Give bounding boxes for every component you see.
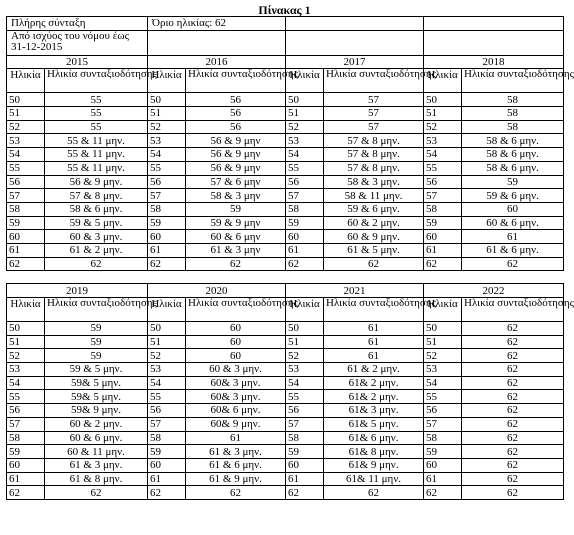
table-row [7,322,564,336]
pension-age-cell: 60 & 6 μην. [462,216,564,230]
pension-age-cell: 57 & 8 μην. [324,161,424,175]
table-row [7,243,564,257]
empty-cell [424,17,564,31]
age-cell: 56 [7,404,45,418]
age-cell: 53 [286,363,324,377]
age-cell: 62 [424,257,462,271]
pension-age-cell: 61& 6 μην. [324,431,424,445]
age-cell: 61 [286,243,324,257]
table-row [7,390,564,404]
age-cell: 58 [7,202,45,216]
pension-age-cell: 59 & 5 μην. [45,363,148,377]
pension-age-cell: 62 [45,486,148,500]
pension-age-cell: 61 & 5 μην. [324,243,424,257]
age-cell: 61 [7,472,45,486]
spacer-cell [7,271,564,284]
pension-age-cell: 60& 3 μην. [186,390,286,404]
age-cell: 60 [424,458,462,472]
pension-age-cell: 55 [45,120,148,134]
pension-age-cell: 61 & 2 μην. [45,243,148,257]
pension-age-cell: 59 [45,349,148,363]
pension-age-cell: 61& 2 μην. [324,390,424,404]
table-row [7,349,564,363]
empty-cell [286,30,424,55]
pension-age-cell: 62 [462,431,564,445]
pension-age-cell: 57 & 8 μην. [324,134,424,148]
age-cell: 51 [148,335,186,349]
pension-age-cell: 62 [462,472,564,486]
age-cell: 53 [286,134,324,148]
pension-age-cell: 62 [324,257,424,271]
age-cell: 52 [286,349,324,363]
pension-age-cell: 55 & 11 μην. [45,161,148,175]
age-cell: 60 [424,230,462,244]
age-cell: 52 [7,349,45,363]
age-cell: 58 [148,202,186,216]
year-header: 2019 [7,284,148,298]
pension-age-cell: 58 [462,120,564,134]
year-header: 2015 [7,55,148,69]
pension-age-cell: 55 & 11 μην. [45,134,148,148]
pension-age-cell: 62 [45,257,148,271]
pension-age-cell: 62 [462,376,564,390]
table-row [7,431,564,445]
age-cell: 53 [424,363,462,377]
empty-cell [148,30,286,55]
pension-age-cell: 60 [186,349,286,363]
age-cell: 54 [7,148,45,162]
age-cell: 58 [286,202,324,216]
pension-age-cell: 60 & 3 μην. [186,363,286,377]
age-cell: 52 [7,120,45,134]
age-cell: 56 [424,175,462,189]
year-header: 2022 [424,284,564,298]
age-cell: 50 [148,93,186,107]
age-cell: 54 [148,376,186,390]
age-cell: 55 [286,161,324,175]
age-cell: 50 [148,322,186,336]
law-in-force-label: Από ισχύος του νόμου έως 31-12-2015 [7,30,148,55]
pension-age-cell: 60 [186,322,286,336]
age-cell: 51 [7,107,45,121]
age-cell: 62 [424,486,462,500]
pension-age-cell: 59 [45,335,148,349]
table-row [7,120,564,134]
year-header-row [7,284,564,298]
year-header: 2016 [148,55,286,69]
age-cell: 52 [148,120,186,134]
age-cell: 57 [424,417,462,431]
age-cell: 53 [424,134,462,148]
pension-age-cell: 60 & 2 μην. [45,417,148,431]
age-cell: 61 [286,472,324,486]
year-header-row [7,55,564,69]
table-row [7,417,564,431]
pension-age-cell: 59& 9 μην. [45,404,148,418]
pension-age-cell: 59 [462,175,564,189]
pension-age-cell: 56 & 9 μην [186,161,286,175]
age-cell: 57 [148,417,186,431]
age-column-header: Ηλικία [148,298,186,322]
pension-age-cell: 61 & 9 μην. [186,472,286,486]
pension-age-cell: 58 [462,107,564,121]
age-cell: 50 [286,93,324,107]
pension-age-cell: 60 [186,335,286,349]
table-row [7,404,564,418]
age-cell: 55 [7,161,45,175]
pension-age-column-header: Ηλικία συνταξιοδότησης [324,298,424,322]
age-cell: 57 [7,189,45,203]
age-cell: 60 [148,230,186,244]
pension-age-cell: 57 [324,120,424,134]
pension-age-cell: 60& 9 μην. [186,417,286,431]
pension-age-cell: 56 & 9 μην. [45,175,148,189]
pension-age-cell: 57 & 8 μην. [45,189,148,203]
retirement-age-table [6,16,574,500]
pension-age-cell: 62 [462,404,564,418]
pension-age-cell: 62 [462,322,564,336]
age-cell: 59 [148,445,186,459]
pension-age-cell: 56 [186,93,286,107]
table-row [7,230,564,244]
age-cell: 51 [424,335,462,349]
age-cell: 51 [7,335,45,349]
age-cell: 55 [148,161,186,175]
pension-age-cell: 62 [324,486,424,500]
pension-age-cell: 62 [462,335,564,349]
table-row [7,189,564,203]
pension-age-cell: 61 & 2 μην. [324,363,424,377]
age-cell: 61 [148,243,186,257]
pension-age-cell: 62 [186,486,286,500]
age-cell: 62 [286,486,324,500]
age-cell: 55 [7,390,45,404]
pension-age-cell: 61 & 8 μην. [45,472,148,486]
spacer-row [7,271,564,284]
age-cell: 53 [148,363,186,377]
age-cell: 60 [7,230,45,244]
age-cell: 54 [148,148,186,162]
age-cell: 58 [148,431,186,445]
age-cell: 55 [424,161,462,175]
pension-age-cell: 58 & 6 μην. [45,202,148,216]
age-cell: 59 [7,216,45,230]
age-cell: 54 [286,376,324,390]
age-cell: 50 [286,322,324,336]
pension-age-cell: 61 [324,322,424,336]
age-cell: 50 [424,93,462,107]
table-row [7,107,564,121]
pension-age-cell: 57 & 8 μην. [324,148,424,162]
pension-age-cell: 61& 9 μην. [324,458,424,472]
pension-age-cell: 60 [462,202,564,216]
empty-cell [424,30,564,55]
age-cell: 58 [424,431,462,445]
pension-age-cell: 60 & 9 μην. [324,230,424,244]
full-pension-label: Πλήρης σύνταξη [7,17,148,31]
table-row [7,257,564,271]
table-row [7,175,564,189]
pension-age-cell: 58 & 3 μην. [324,175,424,189]
table-row [7,148,564,162]
pension-age-cell: 61 & 3 μην [186,243,286,257]
pension-age-cell: 55 [45,107,148,121]
pension-age-cell: 61& 3 μην. [324,404,424,418]
age-cell: 57 [286,189,324,203]
age-cell: 56 [7,175,45,189]
pension-age-cell: 61& 2 μην. [324,376,424,390]
pension-age-cell: 59 [45,322,148,336]
age-cell: 61 [7,243,45,257]
pension-age-cell: 60 & 6 μην. [45,431,148,445]
age-cell: 59 [286,445,324,459]
age-cell: 61 [424,243,462,257]
age-cell: 57 [424,189,462,203]
age-cell: 60 [7,458,45,472]
age-cell: 51 [424,107,462,121]
table-row [7,202,564,216]
column-header-row [7,298,564,322]
age-cell: 62 [7,257,45,271]
info-row [7,30,564,55]
age-cell: 59 [424,216,462,230]
table-row [7,445,564,459]
pension-age-cell: 61 & 6 μην. [462,243,564,257]
pension-age-cell: 61 [462,230,564,244]
pension-age-cell: 60& 6 μην. [186,404,286,418]
age-cell: 59 [286,216,324,230]
age-cell: 59 [424,445,462,459]
pension-age-cell: 58 & 6 μην. [462,161,564,175]
pension-age-column-header: Ηλικία συνταξιοδότησης [45,298,148,322]
pension-age-cell: 55 & 11 μην. [45,148,148,162]
age-cell: 56 [286,404,324,418]
pension-age-cell: 56 [186,120,286,134]
table-row [7,216,564,230]
pension-age-cell: 62 [462,257,564,271]
pension-age-cell: 56 [186,107,286,121]
pension-age-cell: 61& 11 μην. [324,472,424,486]
age-cell: 60 [148,458,186,472]
age-cell: 51 [148,107,186,121]
age-cell: 54 [7,376,45,390]
table-row [7,472,564,486]
pension-age-cell: 56 & 9 μην [186,148,286,162]
age-limit-label: Όριο ηλικίας: 62 [148,17,286,31]
age-cell: 53 [148,134,186,148]
pension-age-cell: 59 & 9 μην [186,216,286,230]
table-title: Πίνακας 1 [258,3,311,17]
table-row [7,93,564,107]
table-row [7,486,564,500]
pension-age-column-header: Ηλικία συνταξιοδότησης [462,298,564,322]
info-row [7,17,564,31]
table-row [7,335,564,349]
age-cell: 55 [286,390,324,404]
pension-age-cell: 55 [45,93,148,107]
pension-age-cell: 56 & 9 μην [186,134,286,148]
pension-age-cell: 61 [324,335,424,349]
pension-age-cell: 62 [462,390,564,404]
column-header-row [7,69,564,93]
age-cell: 54 [424,376,462,390]
age-column-header: Ηλικία [424,298,462,322]
pension-age-cell: 61 & 6 μην. [186,458,286,472]
pension-age-cell: 62 [462,445,564,459]
pension-age-cell: 60 & 2 μην. [324,216,424,230]
pension-age-cell: 62 [462,458,564,472]
age-cell: 52 [148,349,186,363]
age-cell: 50 [7,322,45,336]
age-cell: 57 [286,417,324,431]
pension-age-cell: 62 [462,349,564,363]
pension-age-cell: 59 & 6 μην. [462,189,564,203]
age-cell: 50 [7,93,45,107]
pension-age-cell: 60& 3 μην. [186,376,286,390]
age-column-header: Ηλικία [286,69,324,93]
age-cell: 53 [7,363,45,377]
age-cell: 62 [148,486,186,500]
age-cell: 52 [424,120,462,134]
age-cell: 52 [424,349,462,363]
pension-age-cell: 62 [462,417,564,431]
pension-age-cell: 57 [324,107,424,121]
empty-cell [286,17,424,31]
age-cell: 56 [424,404,462,418]
pension-age-cell: 61& 5 μην. [324,417,424,431]
year-header: 2017 [286,55,424,69]
pension-age-cell: 61 [186,431,286,445]
age-cell: 61 [424,472,462,486]
pension-age-column-header: Ηλικία συνταξιοδότησης [462,69,564,93]
pension-age-cell: 61 [324,349,424,363]
age-cell: 56 [148,404,186,418]
pension-age-cell: 61& 8 μην. [324,445,424,459]
age-cell: 54 [286,148,324,162]
age-cell: 55 [424,390,462,404]
table-row [7,458,564,472]
pension-age-cell: 59 & 6 μην. [324,202,424,216]
pension-age-cell: 60 & 6 μην [186,230,286,244]
age-column-header: Ηλικία [7,298,45,322]
age-cell: 51 [286,335,324,349]
table-row [7,134,564,148]
age-cell: 62 [7,486,45,500]
age-cell: 57 [148,189,186,203]
age-cell: 53 [7,134,45,148]
age-cell: 51 [286,107,324,121]
pension-age-cell: 58 & 11 μην. [324,189,424,203]
age-cell: 56 [148,175,186,189]
age-cell: 60 [286,230,324,244]
age-cell: 62 [148,257,186,271]
pension-age-cell: 62 [462,363,564,377]
age-cell: 52 [286,120,324,134]
age-cell: 50 [424,322,462,336]
pension-age-cell: 62 [186,257,286,271]
pension-age-column-header: Ηλικία συνταξιοδότησης [324,69,424,93]
pension-age-cell: 58 [462,93,564,107]
pension-age-cell: 59& 5 μην. [45,390,148,404]
pension-age-cell: 62 [462,486,564,500]
pension-age-cell: 57 [324,93,424,107]
age-cell: 55 [148,390,186,404]
age-cell: 54 [424,148,462,162]
pension-age-cell: 57 & 6 μην [186,175,286,189]
pension-age-cell: 61 & 3 μην. [45,458,148,472]
age-cell: 59 [7,445,45,459]
age-cell: 60 [286,458,324,472]
table-row [7,363,564,377]
table-row [7,376,564,390]
table-row [7,161,564,175]
year-header: 2018 [424,55,564,69]
age-column-header: Ηλικία [424,69,462,93]
age-cell: 56 [286,175,324,189]
age-cell: 59 [148,216,186,230]
year-header: 2021 [286,284,424,298]
pension-age-cell: 59 & 5 μην. [45,216,148,230]
age-cell: 58 [424,202,462,216]
pension-age-column-header: Ηλικία συνταξιοδότησης [186,298,286,322]
pension-age-cell: 58 & 6 μην. [462,134,564,148]
pension-age-cell: 59 [186,202,286,216]
pension-age-cell: 59& 5 μην. [45,376,148,390]
age-cell: 62 [286,257,324,271]
age-cell: 61 [148,472,186,486]
pension-age-cell: 61 & 3 μην. [186,445,286,459]
age-cell: 57 [7,417,45,431]
pension-age-column-header: Ηλικία συνταξιοδότησης [186,69,286,93]
pension-age-cell: 58 & 3 μην [186,189,286,203]
age-column-header: Ηλικία [148,69,186,93]
pension-age-cell: 60 & 11 μην. [45,445,148,459]
pension-age-cell: 60 & 3 μην. [45,230,148,244]
age-column-header: Ηλικία [7,69,45,93]
age-column-header: Ηλικία [286,298,324,322]
year-header: 2020 [148,284,286,298]
pension-age-cell: 58 & 6 μην. [462,148,564,162]
age-cell: 58 [7,431,45,445]
pension-age-column-header: Ηλικία συνταξιοδότησης [45,69,148,93]
age-cell: 58 [286,431,324,445]
